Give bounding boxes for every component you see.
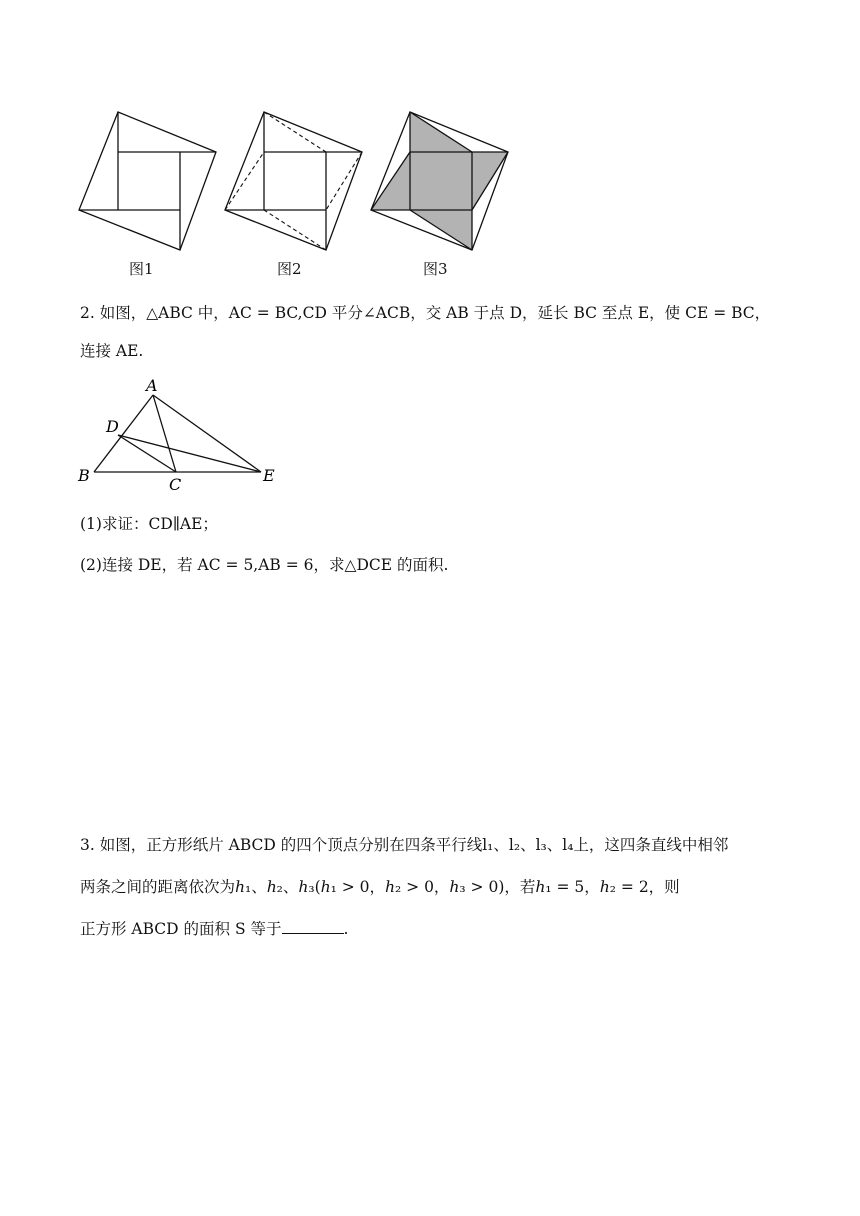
figure-2 <box>218 104 368 254</box>
problem-3-line-1: 3. 如图，正方形纸片 ABCD 的四个顶点分别在四条平行线l₁、l₂、l₃、l₄上，这四条直线中相邻 <box>80 836 729 854</box>
problem-2-part-2: (2)连接 DE，若 AC = 5,AB = 6，求△DCE 的面积. <box>80 556 449 574</box>
problem-3-line-3-end: . <box>343 920 349 938</box>
triangle-diagram <box>72 374 284 496</box>
label-A: A <box>146 376 158 395</box>
figure-2-caption: 图2 <box>277 260 302 278</box>
problem-3-line-3-text: 正方形 ABCD 的面积 S 等于 <box>80 920 282 938</box>
problem-2-line-2: 连接 AE. <box>80 342 144 360</box>
figure-1 <box>72 104 222 254</box>
label-E: E <box>263 466 275 485</box>
label-B: B <box>78 466 90 485</box>
label-C: C <box>169 475 182 494</box>
answer-blank[interactable] <box>282 915 344 934</box>
problem-2-part-1: (1)求证：CD∥AE； <box>80 515 218 533</box>
problem-2-line-1: 2. 如图，△ABC 中，AC = BC,CD 平分∠ACB，交 AB 于点 D，延长 BC 至点 E，使 CE = BC， <box>80 304 771 322</box>
label-D: D <box>106 417 119 436</box>
figure-1-caption: 图1 <box>129 260 154 278</box>
figure-3-caption: 图3 <box>423 260 448 278</box>
problem-3-line-2: 两条之间的距离依次为ℎ₁、ℎ₂、ℎ₃(ℎ₁ > 0，ℎ₂ > 0，ℎ₃ > 0)，若ℎ₁ = 5，ℎ₂ = 2，则 <box>80 878 680 896</box>
figure-3 <box>364 104 514 254</box>
problem-3-line-3 <box>80 910 780 948</box>
